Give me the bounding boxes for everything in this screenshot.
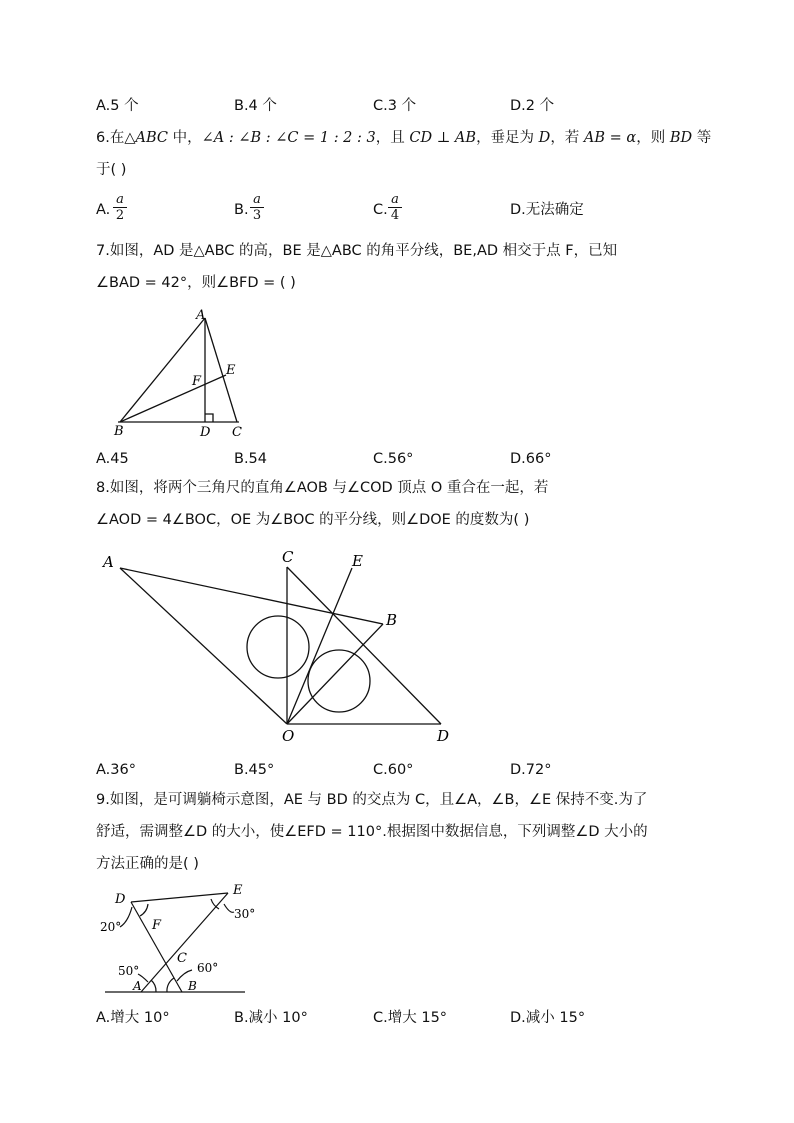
q6-text: 中，	[168, 130, 202, 146]
fraction-denominator: 4	[390, 208, 400, 223]
q6-text: ，垂足为	[476, 130, 539, 146]
q9-label-a: A	[133, 979, 142, 993]
q6-foot-point: D	[538, 130, 551, 146]
fraction-denominator: 2	[115, 208, 125, 223]
q5-option-c[interactable]: C.3 个	[373, 98, 417, 114]
q9-label-e: E	[233, 883, 243, 898]
q6-option-c-label: C.	[373, 202, 388, 218]
q7-stem-line1: 7.如图，AD 是△ABC 的高，BE 是△ABC 的角平分线，BE,AD 相交于点 F，已知	[96, 243, 618, 259]
q6-ab-value: AB = α	[583, 130, 637, 146]
q8-option-c[interactable]: C.60°	[373, 762, 414, 778]
q6-option-d[interactable]: D.无法确定	[510, 202, 584, 218]
q8-option-d[interactable]: D.72°	[510, 762, 552, 778]
q9-segment-de	[131, 893, 228, 902]
q8-label-a: A	[103, 553, 114, 571]
q8-stem-line1: 8.如图，将两个三角尺的直角∠AOB 与∠COD 顶点 O 重合在一起，若	[96, 480, 549, 496]
q9-angle-30: 30°	[234, 907, 256, 921]
q8-option-a[interactable]: A.36°	[96, 762, 136, 778]
q8-stem-line2: ∠AOD = 4∠BOC，OE 为∠BOC 的平分线，则∠DOE 的度数为( )	[96, 512, 530, 528]
q7-option-b[interactable]: B.54	[234, 451, 268, 467]
q7-label-d: D	[200, 425, 211, 440]
q9-angle-20: 20°	[100, 920, 122, 934]
fraction-numerator: a	[113, 192, 127, 208]
q9-angle-arc-d	[140, 904, 148, 916]
q6-text: 等	[692, 130, 712, 146]
q6-text: ，则	[636, 130, 670, 146]
fraction-numerator: a	[250, 192, 264, 208]
q7-option-d[interactable]: D.66°	[510, 451, 552, 467]
q9-option-c[interactable]: C.增大 15°	[373, 1010, 448, 1026]
q6-option-b-label: B.	[234, 202, 249, 218]
fraction-numerator: a	[388, 192, 402, 208]
q9-label-c: C	[177, 951, 187, 966]
q8-label-e: E	[352, 552, 363, 570]
q6-bd: BD	[669, 130, 693, 146]
q5-option-d[interactable]: D.2 个	[510, 98, 555, 114]
q8-label-d: D	[437, 727, 450, 745]
q9-arrow-30	[224, 904, 234, 912]
q6-number: 6.在	[96, 130, 125, 146]
q9-option-a[interactable]: A.增大 10°	[96, 1010, 170, 1026]
q6-option-a-label: A.	[96, 202, 111, 218]
q9-arrow-20	[120, 907, 132, 927]
q9-angle-60: 60°	[197, 961, 219, 975]
q7-label-e: E	[226, 363, 236, 378]
q9-angle-50: 50°	[118, 964, 140, 978]
q9-angle-arc-b	[167, 978, 174, 992]
q9-stem-line3: 方法正确的是( )	[96, 856, 199, 872]
q7-option-a[interactable]: A.45	[96, 451, 129, 467]
q6-text: ，若	[550, 130, 584, 146]
q6-perpendicular: CD ⊥ AB	[409, 130, 477, 146]
q8-label-b: B	[386, 611, 398, 629]
q7-stem-line2: ∠BAD = 42°，则∠BFD = ( )	[96, 275, 296, 291]
q6-stem-line2: 于( )	[96, 162, 127, 178]
q8-label-c: C	[282, 548, 294, 566]
q5-option-b[interactable]: B.4 个	[234, 98, 277, 114]
q7-label-c: C	[232, 425, 242, 440]
q9-option-b[interactable]: B.减小 10°	[234, 1010, 308, 1026]
fraction-denominator: 3	[252, 208, 262, 223]
q9-stem-line2: 舒适，需调整∠D 的大小，使∠EFD = 110°.根据图中数据信息，下列调整∠D 大小的	[96, 824, 648, 840]
q6-text: ，且	[375, 130, 410, 146]
q5-option-a[interactable]: A.5 个	[96, 98, 139, 114]
q6-angle-ratio: ∠A : ∠B : ∠C = 1 : 2 : 3	[201, 130, 376, 146]
q6-triangle: △ABC	[124, 130, 168, 146]
q8-label-o: O	[282, 727, 295, 745]
q9-label-b: B	[188, 979, 197, 993]
q9-label-d: D	[115, 892, 126, 907]
q7-label-a: A	[196, 308, 206, 323]
q8-option-b[interactable]: B.45°	[234, 762, 275, 778]
q9-angle-arc-a	[151, 980, 156, 992]
q9-stem-line1: 9.如图，是可调躺椅示意图，AE 与 BD 的交点为 C，且∠A，∠B，∠E 保持不变.为了	[96, 792, 648, 808]
q9-option-d[interactable]: D.减小 15°	[510, 1010, 586, 1026]
q7-label-b: B	[114, 424, 124, 439]
q7-label-f: F	[192, 374, 202, 389]
q9-label-f: F	[152, 918, 162, 933]
q7-option-c[interactable]: C.56°	[373, 451, 414, 467]
